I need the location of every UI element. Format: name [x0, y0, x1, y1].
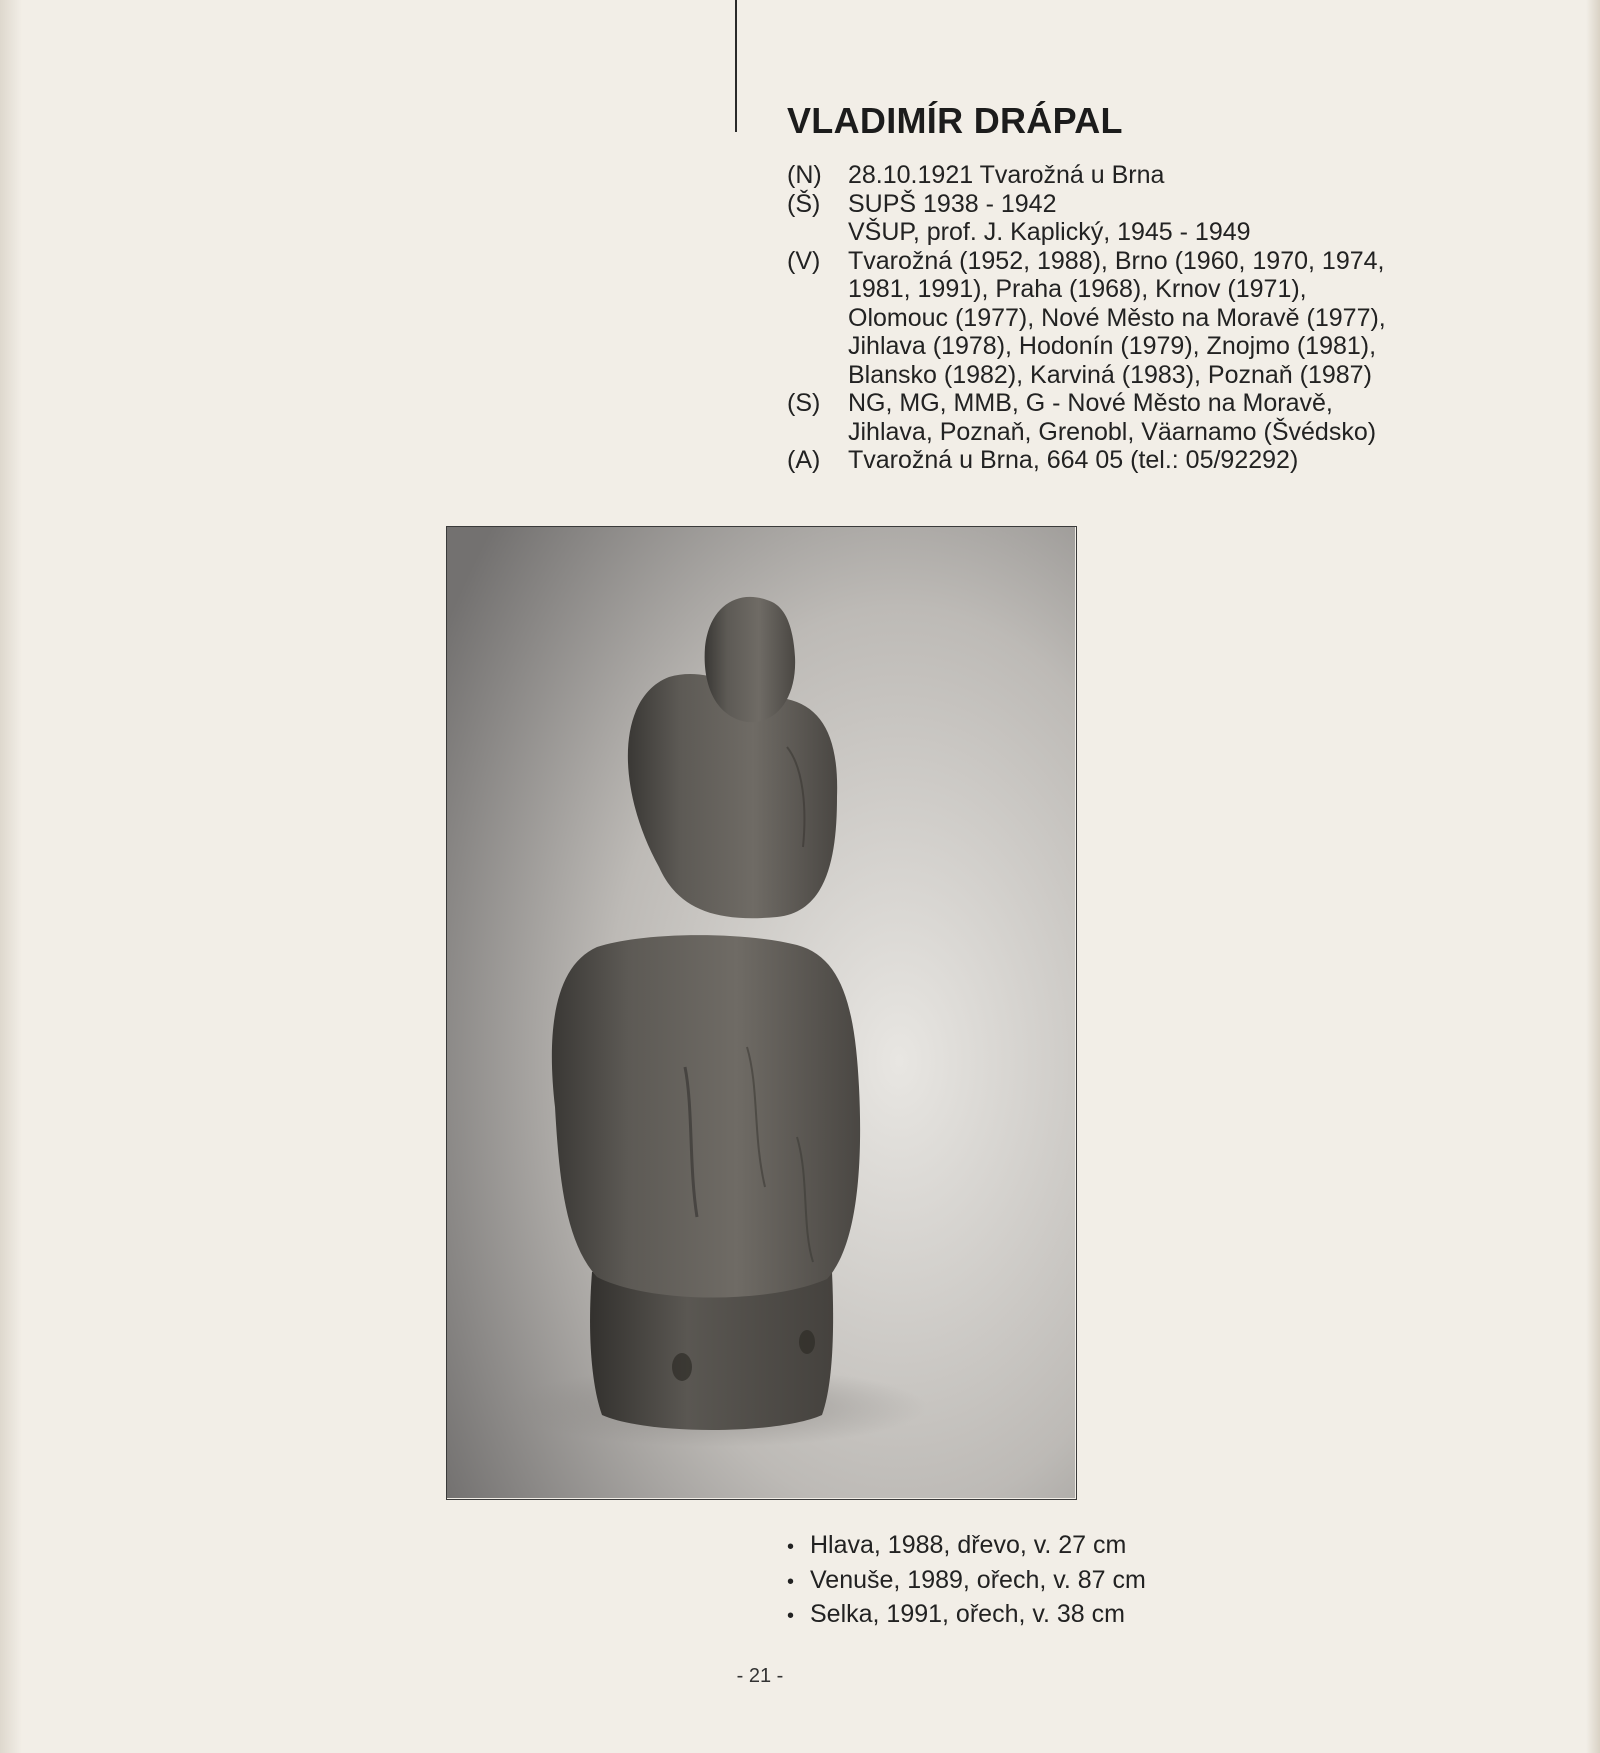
bullet-icon: • — [787, 1570, 795, 1593]
caption-text: Hlava, 1988, dřevo, v. 27 cm — [810, 1531, 1127, 1559]
sculpture-illustration — [447, 527, 1075, 1498]
caption-item — [787, 1598, 1146, 1633]
bio-line: Tvarožná (1952, 1988), Brno (1960, 1970, 1974, — [848, 246, 1385, 275]
sculpture-photo — [446, 526, 1077, 1500]
caption-item — [787, 1564, 1146, 1599]
bio-row-birth — [787, 161, 1427, 190]
bio-key: (N) — [787, 161, 822, 189]
caption-item — [787, 1529, 1146, 1564]
caption-list — [787, 1529, 1146, 1633]
bio-key: (A) — [787, 446, 821, 474]
bio-line: 28.10.1921 Tvarožná u Brna — [848, 161, 1165, 189]
bullet-icon: • — [787, 1536, 795, 1558]
bio-key: (V) — [787, 246, 821, 275]
bio-key: (Š) — [787, 189, 821, 218]
bio-line: 1981, 1991), Praha (1968), Krnov (1971), — [848, 275, 1307, 303]
caption-text: Selka, 1991, ořech, v. 38 cm — [810, 1600, 1125, 1628]
bio-row-school — [787, 190, 1427, 247]
bio-line: NG, MG, MMB, G - Nové Město na Moravě, — [848, 389, 1333, 417]
page-edge-left — [0, 0, 22, 1753]
artist-name: VLADIMÍR DRÁPAL — [787, 100, 1123, 141]
bio-row-exhibitions — [787, 247, 1427, 390]
page-number: - 21 - — [736, 1665, 784, 1687]
bio-line: Blansko (1982), Karviná (1983), Poznaň (1987) — [848, 360, 1372, 389]
bio-row-collections — [787, 389, 1427, 446]
bullet-icon: • — [787, 1605, 795, 1627]
bio-line: VŠUP, prof. J. Kaplický, 1945 - 1949 — [848, 218, 1251, 246]
bio-line: Jihlava, Poznaň, Grenobl, Väarnamo (Švédsko) — [848, 417, 1377, 446]
wood-knot — [672, 1353, 692, 1381]
bio-line: Jihlava (1978), Hodonín (1979), Znojmo (1981), — [848, 332, 1377, 360]
bio-section — [787, 161, 1427, 475]
caption-text: Venuše, 1989, ořech, v. 87 cm — [810, 1565, 1146, 1594]
bio-key: (S) — [787, 389, 821, 417]
bio-line: Tvarožná u Brna, 664 05 (tel.: 05/92292) — [848, 446, 1299, 474]
sculpture-body — [552, 935, 860, 1297]
bio-row-address — [787, 446, 1427, 475]
bio-line: Olomouc (1977), Nové Město na Moravě (1977), — [848, 303, 1386, 332]
sculpture-head — [705, 597, 796, 722]
wood-knot — [799, 1330, 815, 1354]
bio-line: SUPŠ 1938 - 1942 — [848, 189, 1057, 218]
page-edge-right — [1586, 0, 1600, 1753]
divider-line — [735, 0, 737, 132]
